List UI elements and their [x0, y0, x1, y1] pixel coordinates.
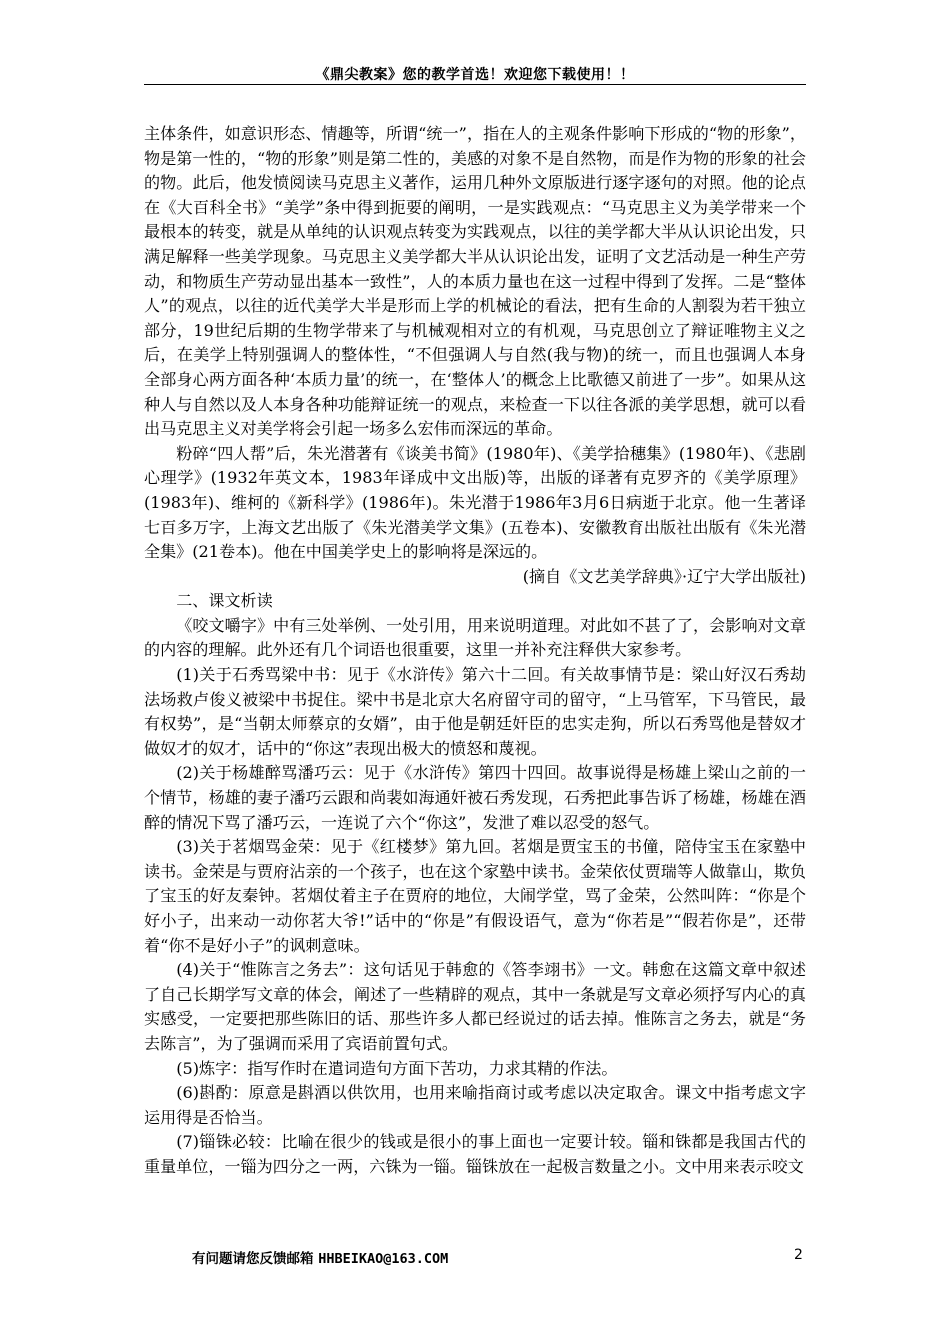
footer-label: 有问题请您反馈邮箱 [192, 1251, 319, 1267]
paragraph-1: 主体条件，如意识形态、情趣等，所谓“统一”，指在人的主观条件影响下形成的“物的形象”，物是第一性的，“物的形象”则是第二性的，美感的对象不是自然物，而是作为物的形象的社会的物。此后，他发愤阅读马克思主义著作，运用几种外文原版进行逐字逐句的对照。他的论点在《大百科全书》“美学”条中得到扼要的阐明，一是实践观点：“马克思主义为美学带来一个最根本的转变，就是从单纯的认识观点转变为实践观点，以往的美学都大半从认识论出发，只满足解释一些美学现象。马克思主义美学都大半从认识论出发，证明了文艺活动是一种生产劳动，和物质生产劳动显出基本一致性”，人的本质力量也在这一过程中得到了发挥。二是“整体人”的观点，以往的近代美学大半是形而上学的机械论的看法，把有生命的人割裂为若干独立部分，19世纪后期的生物学带来了与机械观相对立的有机观，马克思创立了辩证唯物主义之后，在美学上特别强调人的整体性，“不但强调人与自然(我与物)的统一，而且也强调人本身全部身心两方面各种‘本质力量’的统一，在‘整体人’的概念上比歌德又前进了一步”。如果从这种人与自然以及人本身各种功能辩证统一的观点，来检查一下以往各派的美学思想，就可以看出马克思主义对美学将会引起一场多么宏伟而深远的革命。 [144, 124, 806, 439]
note-5: (5)炼字：指写作时在遣词造句方面下苦功，力求其精的作法。 [176, 1058, 618, 1078]
note-7: (7)锱铢必较：比喻在很少的钱或是很小的事上面也一定要计较。锱和铢都是我国古代的重量单位，一锱为四分之一两，六铢为一锱。锱铢放在一起极言数量之小。文中用来表示咬文 [144, 1132, 806, 1176]
page-number: 2 [794, 1247, 803, 1263]
section-heading: 二、课文析读 [176, 591, 273, 611]
note-4: (4)关于“惟陈言之务去”：这句话见于韩愈的《答李翊书》一文。韩愈在这篇文章中叙述了自己长期学写文章的体会，阐述了一些精辟的观点，其中一条就是写文章必须抒写内心的真实感受，一定要把那些陈旧的话、那些许多人都已经说过的话去掉。惟陈言之务去，就是“务去陈言”，为了强调而采用了宾语前置句式。 [144, 960, 806, 1053]
page-footer [192, 1247, 448, 1267]
header-rule [144, 84, 806, 85]
note-1: (1)关于石秀骂梁中书：见于《水浒传》第六十二回。有关故事情节是：梁山好汉石秀劫法场救卢俊义被梁中书捉住。梁中书是北京大名府留守司的留守，“上马管军，下马管民，最有权势”，是“当朝太师蔡京的女婿”，由于他是朝廷奸臣的忠实走狗，所以石秀骂他是替奴才做奴才的奴才，话中的“你这”表现出极大的愤怒和蔑视。 [144, 665, 806, 758]
note-6: (6)斟酌：原意是斟酒以供饮用，也用来喻指商讨或考虑以决定取舍。课文中指考虑文字运用得是否恰当。 [144, 1083, 806, 1127]
note-3: (3)关于茗烟骂金荣：见于《红楼梦》第九回。茗烟是贾宝玉的书僮，陪侍宝玉在家塾中读书。金荣是与贾府沾亲的一个孩子，也在这个家塾中读书。金荣依仗贾瑞等人做靠山，欺负了宝玉的好友秦钟。茗烟仗着主子在贾府的地位，大闹学堂，骂了金荣，公然叫阵：“你是个好小子，出来动一动你茗大爷!”话中的“你是”有假设语气，意为“你若是”“假若你是”，还带着“你不是好小子”的讽刺意味。 [144, 837, 806, 955]
page-header: 《鼎尖教案》您的教学首选！欢迎您下载使用！！ [315, 67, 635, 83]
note-2: (2)关于杨雄醉骂潘巧云：见于《水浒传》第四十四回。故事说得是杨雄上梁山之前的一个情节，杨雄的妻子潘巧云跟和尚裴如海通奸被石秀发现，石秀把此事告诉了杨雄，杨雄在酒醉的情况下骂了潘巧云，一连说了六个“你这”，发泄了难以忍受的怒气。 [144, 763, 806, 832]
paragraph-2: 粉碎“四人帮”后，朱光潜著有《谈美书简》(1980年)、《美学拾穗集》(1980年)、《悲剧心理学》(1932年英文本，1983年译成中文出版)等，出版的译著有克罗齐的《美学原理》(1983年)、维柯的《新科学》(1986年)。朱光潜于1986年3月6日病逝于北京。他一生著译七百多万字，上海文艺出版了《朱光潜美学文集》(五卷本)、安徽教育出版社出版有《朱光潜全集》(21卷本)。他在中国美学史上的影响将是深远的。 [144, 443, 806, 562]
source-citation: (摘自《文艺美学辞典》·辽宁大学出版社) [522, 566, 806, 586]
paragraph-intro: 《咬文嚼字》中有三处举例、一处引用，用来说明道理。对此如不甚了了，会影响对文章的内容的理解。此外还有几个词语也很重要，这里一并补充注释供大家参考。 [144, 615, 806, 660]
footer-email: HHBEIKAO@163.COM [318, 1251, 449, 1267]
main-text [144, 122, 806, 1180]
